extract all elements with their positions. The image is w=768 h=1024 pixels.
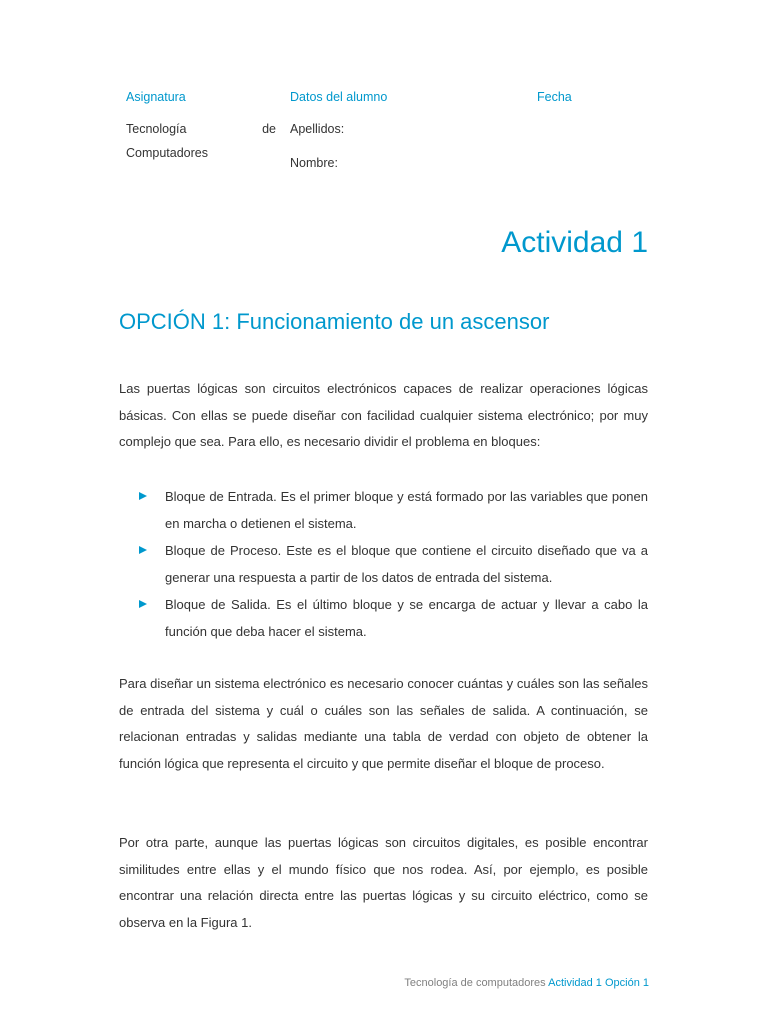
block-list <box>139 483 648 645</box>
paragraph-similarities: Por otra parte, aunque las puertas lógicas son circuitos digitales, es posible encontrar similitudes entre ellas y el mundo físico que nos rodea. Así, por ejemplo, es posible encontrar una relación directa entre las puertas lógicas y su circuito eléctrico, como se observa en la Figura 1. <box>119 835 648 930</box>
asignatura-value-word1: Tecnología <box>126 122 187 136</box>
list-item <box>139 483 648 537</box>
page-footer <box>404 977 649 989</box>
paragraph-intro: Las puertas lógicas son circuitos electrónicos capaces de realizar operaciones lógicas básicas. Con ellas se puede diseñar con facilidad cualquier sistema electrónico; por muy complejo que sea. Para ello, es necesario dividir el problema en bloques: <box>119 381 648 449</box>
triangle-right-icon <box>139 600 147 608</box>
asignatura-value-line1 <box>126 122 276 136</box>
triangle-right-icon <box>139 492 147 500</box>
footer-activity: Actividad 1 Opción 1 <box>548 977 649 989</box>
asignatura-value-word2: de <box>262 122 276 136</box>
footer-course: Tecnología de computadores <box>404 977 546 989</box>
datos-alumno-label: Datos del alumno <box>290 90 388 104</box>
activity-title: Actividad 1 <box>501 226 648 259</box>
asignatura-value-line2: Computadores <box>126 146 208 160</box>
paragraph-signals: Para diseñar un sistema electrónico es necesario conocer cuántas y cuáles son las señales de entrada del sistema y cuál o cuáles son las señales de salida. A continuación, se relacionan entradas y salidas mediante una tabla de verdad con objeto de obtener la función lógica que representa el circuito y que permite diseñar el bloque de proceso. <box>119 676 648 771</box>
fecha-label: Fecha <box>537 90 572 104</box>
list-item-text: Bloque de Salida. Es el último bloque y se encarga de actuar y llevar a cabo la función que deba hacer el sistema. <box>165 597 648 639</box>
asignatura-label: Asignatura <box>126 90 186 104</box>
list-item <box>139 537 648 591</box>
apellidos-label: Apellidos: <box>290 122 345 136</box>
list-item-text: Bloque de Entrada. Es el primer bloque y está formado por las variables que ponen en marcha o detienen el sistema. <box>165 489 648 531</box>
list-item-text: Bloque de Proceso. Este es el bloque que contiene el circuito diseñado que va a generar una respuesta a partir de los datos de entrada del sistema. <box>165 543 648 585</box>
triangle-right-icon <box>139 546 147 554</box>
nombre-label: Nombre: <box>290 156 338 170</box>
list-item <box>139 591 648 645</box>
option-title: OPCIÓN 1: Funcionamiento de un ascensor <box>119 309 550 334</box>
